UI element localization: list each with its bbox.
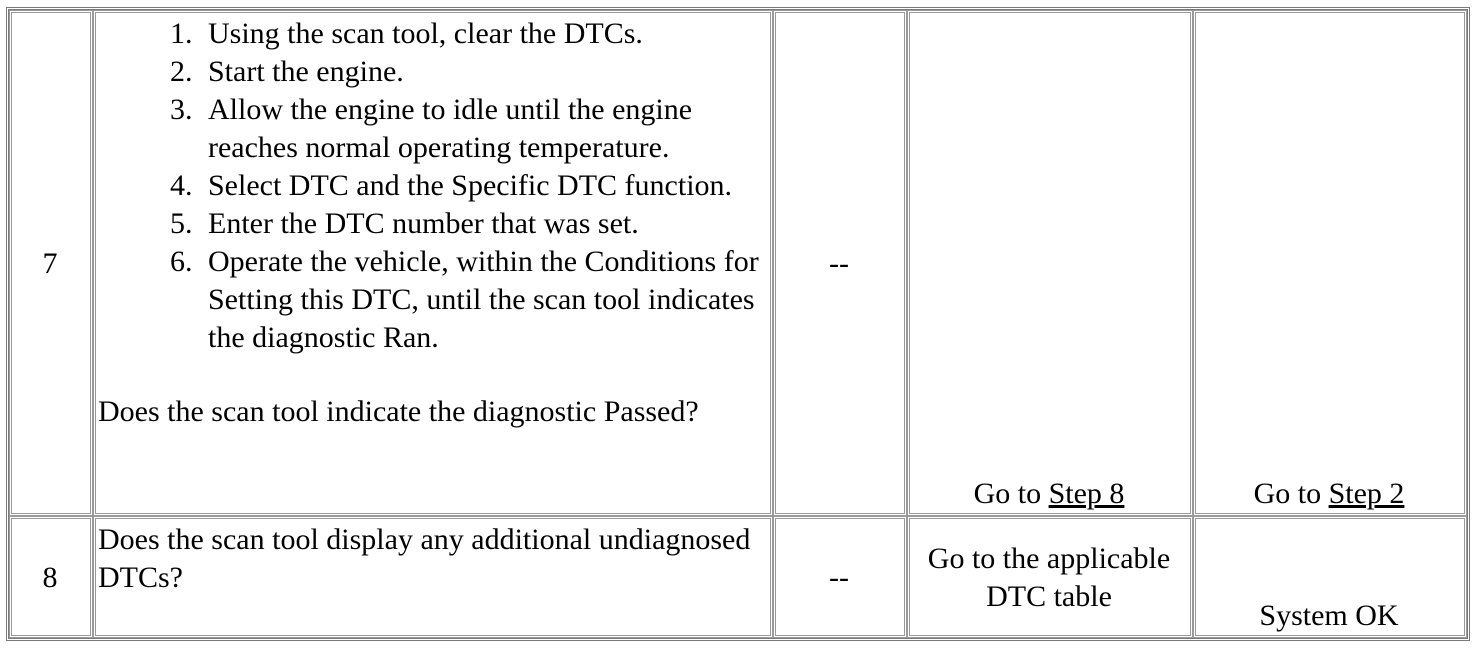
question-text: Does the scan tool indicate the diagnostic Passed? xyxy=(98,395,699,428)
step-number: 7 xyxy=(9,10,93,516)
list-item: 4. Select DTC and the Specific DTC function. xyxy=(200,167,766,205)
yes-prefix: Go to xyxy=(973,477,1049,510)
step-number: 8 xyxy=(9,516,93,638)
value-cell: -- xyxy=(773,516,907,638)
action-steps-list xyxy=(98,15,766,357)
table-row xyxy=(9,10,1467,516)
yes-cell: Go to the applicable DTC table xyxy=(907,516,1193,638)
no-prefix: Go to xyxy=(1253,477,1329,510)
no-cell xyxy=(1193,10,1467,516)
diagnostic-table xyxy=(6,7,1470,641)
yes-cell xyxy=(907,10,1193,516)
question-text: Does the scan tool display any additional undiagnosed DTCs? xyxy=(93,516,773,638)
no-cell: System OK xyxy=(1193,516,1467,638)
table-row xyxy=(9,516,1467,638)
list-item: 6. Operate the vehicle, within the Conditions for Setting this DTC, until the scan tool indicates the diagnostic Ran. xyxy=(200,243,766,357)
step-2-link[interactable]: Step 2 xyxy=(1328,477,1405,510)
list-item: 1. Using the scan tool, clear the DTCs. xyxy=(200,15,766,53)
value-cell: -- xyxy=(773,10,907,516)
list-item: 3. Allow the engine to idle until the engine reaches normal operating temperature. xyxy=(200,91,766,167)
list-item: 5. Enter the DTC number that was set. xyxy=(200,205,766,243)
action-cell xyxy=(93,10,773,516)
step-8-link[interactable]: Step 8 xyxy=(1048,477,1125,510)
list-item: 2. Start the engine. xyxy=(200,53,766,91)
